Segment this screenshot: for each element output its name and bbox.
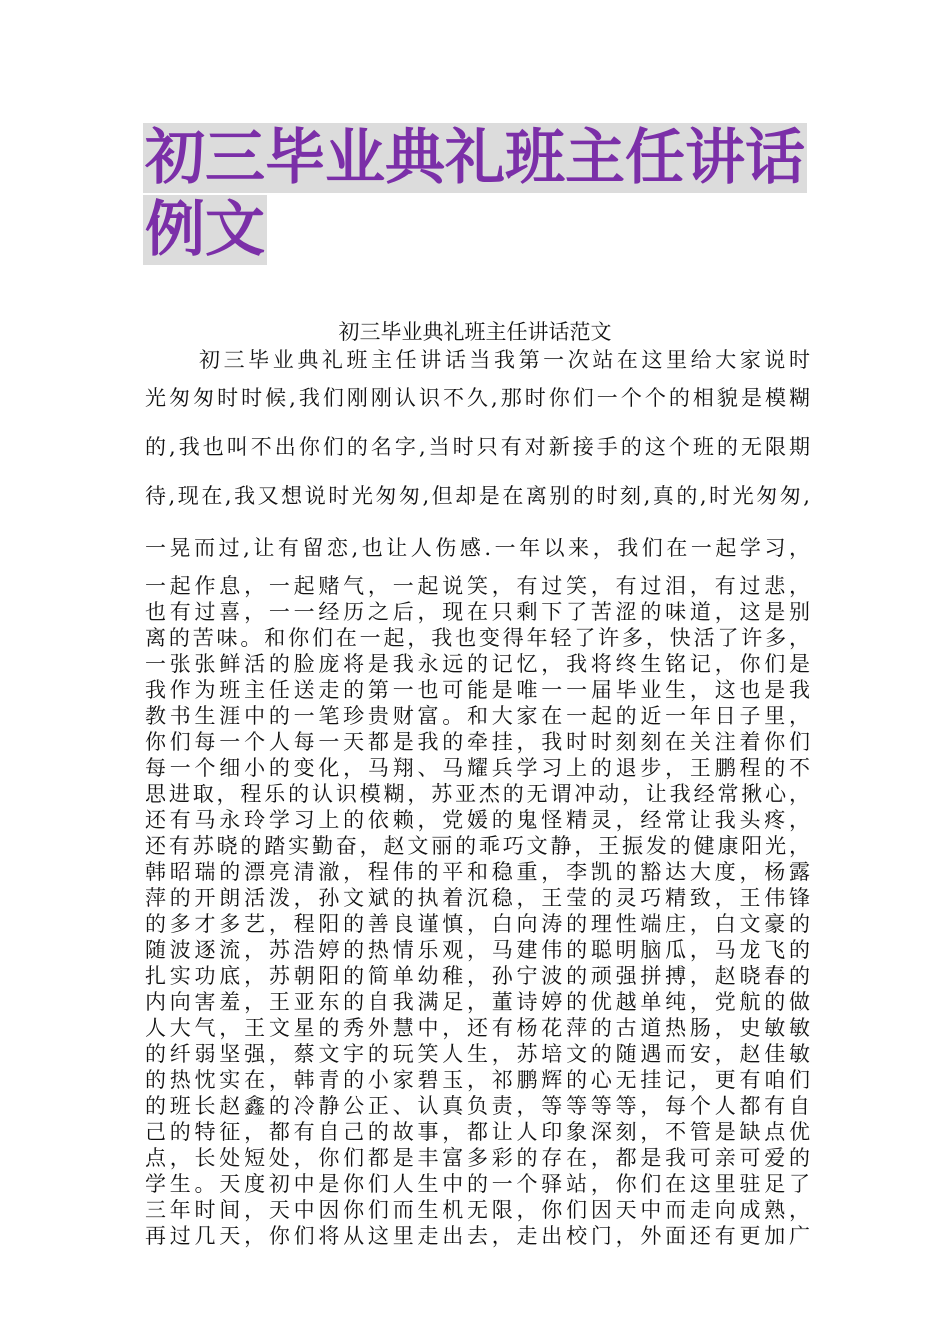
paragraph-line: 人大气，王文星的秀外慧中，还有杨花萍的古道热肠，史敏敏 xyxy=(145,1016,810,1040)
paragraph-line: 光匆匆时时候,我们刚刚认识不久,那时你们一个个的相貌是模糊 xyxy=(145,386,810,410)
document-title xyxy=(143,122,813,266)
paragraph-line: 我作为班主任送走的第一也可能是唯一一届毕业生，这也是我 xyxy=(145,678,810,702)
paragraph-line: 己的特征，都有自己的故事，都让人印象深刻，不管是缺点优 xyxy=(145,1120,810,1144)
document-subtitle: 初三毕业典礼班主任讲话范文 xyxy=(338,320,612,344)
body-paragraph xyxy=(145,573,810,1249)
paragraph-line: 你们每一个人每一天都是我的牵挂，我时时刻刻在关注着你们 xyxy=(145,730,810,754)
paragraph-line: 的纤弱坚强，蔡文宇的玩笑人生，苏培文的随遇而安，赵佳敏 xyxy=(145,1042,810,1066)
paragraph-line: 内向害羞，王亚东的自我满足，董诗婷的优越单纯，党航的做 xyxy=(145,990,810,1014)
paragraph-line: 韩昭瑞的漂亮清澈，程伟的平和稳重，李凯的豁达大度，杨露 xyxy=(145,860,810,884)
paragraph-line: 三年时间，天中因你们而生机无限，你们因天中而走向成熟， xyxy=(145,1198,810,1222)
paragraph-line: 离的苦味。和你们在一起，我也变得年轻了许多，快活了许多， xyxy=(145,626,810,650)
paragraph-line: 随波逐流，苏浩婷的热情乐观，马建伟的聪明脑瓜，马龙飞的 xyxy=(145,938,810,962)
paragraph-line: 还有马永玲学习上的依赖，党媛的鬼怪精灵，经常让我头疼， xyxy=(145,808,810,832)
paragraph-line: 的,我也叫不出你们的名字,当时只有对新接手的这个班的无限期 xyxy=(145,435,810,459)
paragraph-line: 学生。天度初中是你们人生中的一个驿站，你们在这里驻足了 xyxy=(145,1172,810,1196)
paragraph-line: 的班长赵鑫的冷静公正、认真负责，等等等等，每个人都有自 xyxy=(145,1094,810,1118)
paragraph-line: 一张张鲜活的脸庞将是我永远的记忆，我将终生铭记，你们是 xyxy=(145,652,810,676)
paragraph-line: 还有苏晓的踏实勤奋，赵文丽的乖巧文静，王振发的健康阳光， xyxy=(145,834,810,858)
paragraph-line: 思进取，程乐的认识模糊，苏亚杰的无谓冲动，让我经常揪心， xyxy=(145,782,810,806)
paragraph-line: 一晃而过,让有留恋,也让人伤感.一年以来，我们在一起学习， xyxy=(145,536,810,560)
paragraph-line: 初三毕业典礼班主任讲话当我第一次站在这里给大家说时 xyxy=(199,348,810,372)
paragraph-line: 点，长处短处，你们都是丰富多彩的存在，都是我可亲可爱的 xyxy=(145,1146,810,1170)
paragraph-line: 待,现在,我又想说时光匆匆,但却是在离别的时刻,真的,时光匆匆, xyxy=(145,484,810,508)
paragraph-line: 再过几天，你们将从这里走出去，走出校门，外面还有更加广 xyxy=(145,1224,810,1248)
paragraph-line: 萍的开朗活泼，孙文斌的执着沉稳，王莹的灵巧精致，王伟锋 xyxy=(145,886,810,910)
document-title-line-2: 例文 xyxy=(145,195,265,265)
document-title-line-1: 初三毕业典礼班主任讲话 xyxy=(145,123,805,193)
paragraph-line: 的多才多艺，程阳的善良谨慎，白向涛的理性端庄，白文豪的 xyxy=(145,912,810,936)
paragraph-line: 扎实功底，苏朝阳的简单幼稚，孙宁波的顽强拼搏，赵晓春的 xyxy=(145,964,810,988)
paragraph-line: 教书生涯中的一笔珍贵财富。和大家在一起的近一年日子里， xyxy=(145,704,810,728)
paragraph-line: 一起作息，一起赌气，一起说笑，有过笑，有过泪，有过悲， xyxy=(145,574,810,598)
paragraph-line: 的热忱实在，韩青的小家碧玉，祁鹏辉的心无挂记，更有咱们 xyxy=(145,1068,810,1092)
paragraph-line: 每一个细小的变化，马翔、马耀兵学习上的退步，王鹏程的不 xyxy=(145,756,810,780)
paragraph-line: 也有过喜，一一经历之后，现在只剩下了苦涩的味道，这是别 xyxy=(145,600,810,624)
